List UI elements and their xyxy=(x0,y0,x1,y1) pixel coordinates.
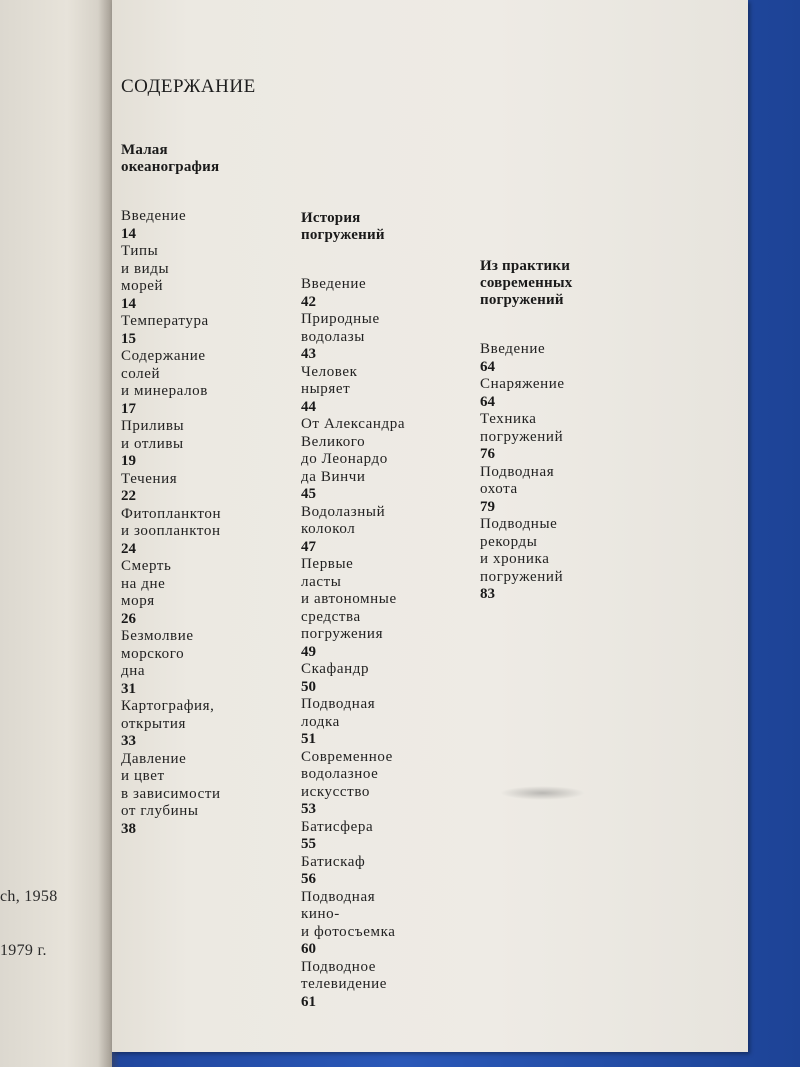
toc-entry-page-number: 15 xyxy=(121,330,136,347)
toc-entry xyxy=(301,311,451,364)
toc-entry-page-number: 79 xyxy=(480,498,495,515)
toc-entry-page-number: 38 xyxy=(121,820,136,837)
toc-entry xyxy=(121,558,271,628)
toc-entry-title: Подводные рекорды и хроника погружений xyxy=(480,516,564,585)
toc-entry xyxy=(121,243,271,313)
toc-entry-title: Снаряжение xyxy=(480,376,565,392)
toc-entry xyxy=(301,749,451,819)
toc-entry-title: Подводная лодка xyxy=(301,696,376,730)
toc-entry-title: Подводное телевидение xyxy=(301,958,388,992)
toc-entry xyxy=(480,411,630,464)
toc-entry xyxy=(121,628,271,698)
toc-entry-title: Давление и цвет в зависимости от глубины xyxy=(121,750,221,819)
toc-entry-page-number: 43 xyxy=(301,346,316,362)
toc-column-3 xyxy=(480,258,630,604)
toc-entry-page-number: 42 xyxy=(301,293,316,310)
toc-entry-page-number: 33 xyxy=(121,733,136,749)
toc-entry-page-number: 17 xyxy=(121,400,136,417)
toc-entry-page-number: 22 xyxy=(121,488,136,504)
toc-entry-title: Смерть на дне моря xyxy=(121,558,172,609)
section-heading: Малая океанография xyxy=(121,142,220,175)
toc-entry xyxy=(301,504,451,557)
toc-entry xyxy=(301,959,451,1012)
toc-entry-page-number: 53 xyxy=(301,801,316,817)
toc-entry-page-number: 49 xyxy=(301,643,316,660)
toc-entry-page-number: 45 xyxy=(301,486,316,502)
toc-entry xyxy=(121,471,271,506)
toc-entry-page-number: 76 xyxy=(480,446,495,462)
toc-entry-title: Введение xyxy=(480,341,546,357)
left-page-text-2: 1979 г. xyxy=(0,942,47,959)
toc-entry xyxy=(301,416,451,504)
toc-entry xyxy=(301,889,451,959)
toc-column-2 xyxy=(301,210,451,1011)
toc-entry-title: Батискаф xyxy=(301,853,366,870)
toc-entry-title: Введение xyxy=(121,208,187,224)
toc-entry xyxy=(480,376,630,411)
section-heading: Из практики современных погружений xyxy=(480,258,573,308)
toc-entry-title: Батисфера xyxy=(301,818,374,835)
toc-entry xyxy=(480,516,630,604)
toc-entry xyxy=(301,696,451,749)
left-page xyxy=(0,0,112,1067)
toc-entry-page-number: 26 xyxy=(121,610,136,627)
toc-entry-page-number: 14 xyxy=(121,225,136,242)
toc-entry-page-number: 56 xyxy=(301,871,316,887)
toc-entry-title: Картография, открытия xyxy=(121,698,215,732)
toc-entry xyxy=(121,313,271,348)
toc-entry-page-number: 24 xyxy=(121,540,136,557)
toc-entry-title: Техника погружений xyxy=(480,411,564,445)
toc-entry-page-number: 14 xyxy=(121,295,136,312)
toc-entry-page-number: 44 xyxy=(301,398,316,415)
toc-column-1 xyxy=(121,142,271,838)
toc-entry-title: Фитопланктон и зоопланктон xyxy=(121,505,222,539)
toc-entry-title: Первые ласты и автономные средства погружения xyxy=(301,556,397,642)
toc-entry-title: Природные водолазы xyxy=(301,311,380,345)
toc-entry-title: От Александра Великого до Леонардо да Винчи xyxy=(301,416,406,485)
toc-entry-title: Приливы и отливы xyxy=(121,418,185,452)
toc-entry xyxy=(121,698,271,751)
toc-entry-title: Подводная кино- и фотосъемка xyxy=(301,888,396,940)
toc-entry-page-number: 47 xyxy=(301,538,316,555)
toc-entry-title: Скафандр xyxy=(301,661,370,677)
toc-entry xyxy=(301,661,451,696)
toc-entry xyxy=(121,418,271,471)
toc-entry-title: Введение xyxy=(301,276,367,292)
toc-entry-title: Содержание солей и минералов xyxy=(121,348,208,399)
toc-entry xyxy=(480,341,630,376)
page-title: СОДЕРЖАНИЕ xyxy=(121,76,256,97)
toc-entry xyxy=(480,464,630,517)
toc-entry-page-number: 64 xyxy=(480,358,495,375)
section-heading: История погружений xyxy=(301,210,385,243)
left-page-text-1: ch, 1958 xyxy=(0,888,58,905)
toc-entry-title: Безмолвие морского дна xyxy=(121,628,194,679)
toc-entry-title: Температура xyxy=(121,313,209,329)
toc-entry-title: Современное водолазное искусство xyxy=(301,748,393,800)
toc-entry xyxy=(301,556,451,661)
toc-entry-title: Водолазный колокол xyxy=(301,503,386,537)
toc-entry-page-number: 19 xyxy=(121,453,136,469)
toc-entry xyxy=(121,208,271,243)
toc-entry-title: Подводная охота xyxy=(480,463,555,497)
toc-entry-page-number: 64 xyxy=(480,393,495,410)
ink-smudge xyxy=(500,786,585,800)
toc-entry-page-number: 60 xyxy=(301,941,316,957)
toc-entry xyxy=(301,854,451,889)
toc-entry xyxy=(301,276,451,311)
toc-entry xyxy=(121,348,271,418)
toc-entry-title: Человек ныряет xyxy=(301,363,358,397)
toc-entry-title: Типы и виды морей xyxy=(121,243,170,294)
toc-entry xyxy=(301,819,451,854)
toc-entry xyxy=(301,364,451,417)
toc-entry-page-number: 31 xyxy=(121,680,136,697)
toc-entry-title: Течения xyxy=(121,470,178,487)
toc-entry-page-number: 61 xyxy=(301,993,316,1010)
toc-entry-page-number: 50 xyxy=(301,678,316,695)
toc-entry-page-number: 51 xyxy=(301,731,316,747)
toc-entry-page-number: 55 xyxy=(301,836,316,852)
toc-entry xyxy=(121,751,271,839)
toc-entry-page-number: 83 xyxy=(480,586,495,602)
toc-entry xyxy=(121,506,271,559)
